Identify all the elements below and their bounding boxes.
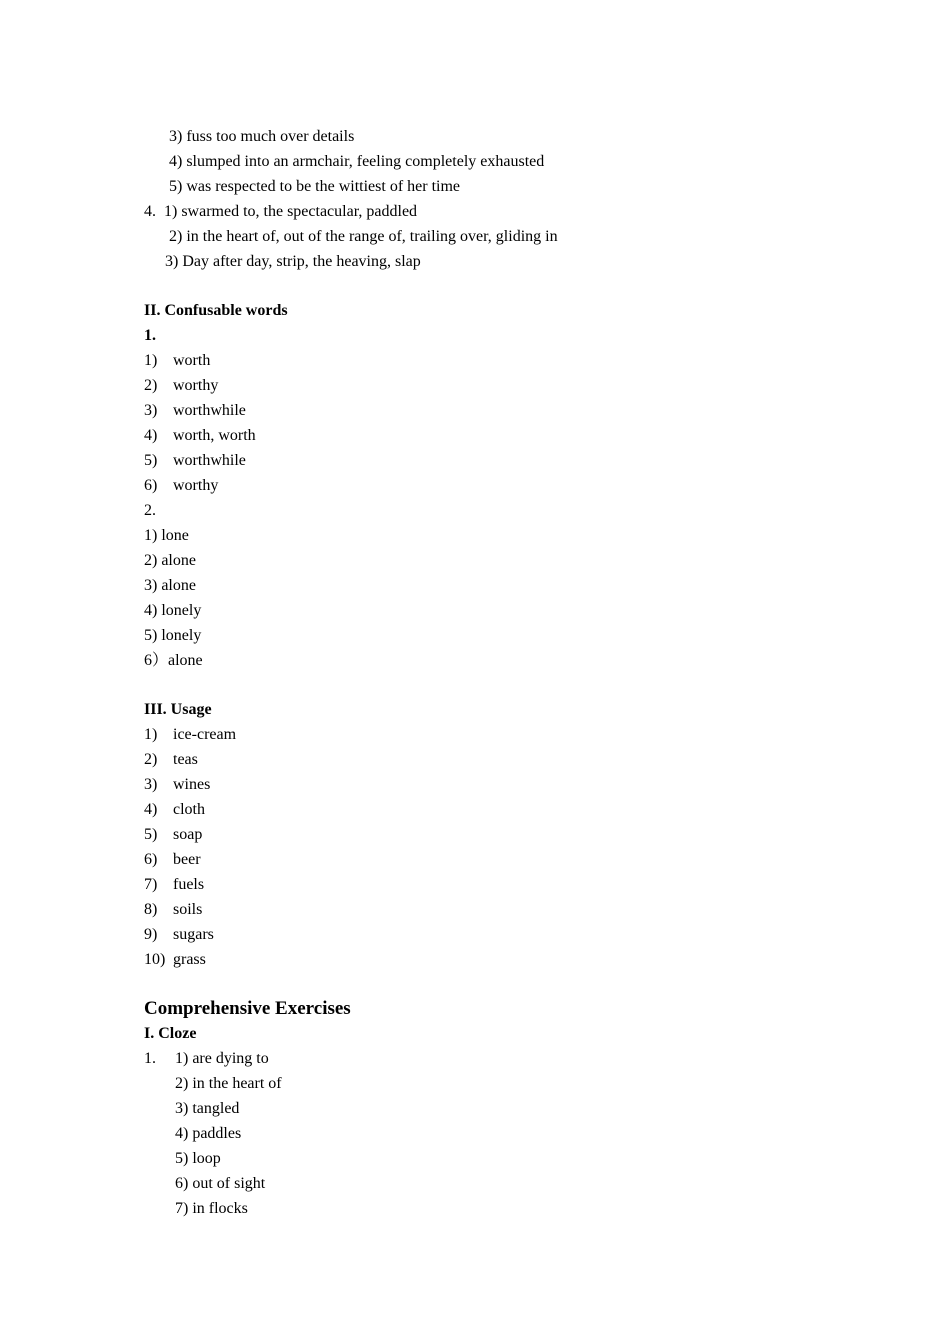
item-text: teas xyxy=(173,751,198,768)
list-item xyxy=(144,398,246,423)
item-number: 8) xyxy=(144,901,158,918)
list-item xyxy=(144,947,206,972)
answer-item-4 xyxy=(144,199,417,224)
list-item xyxy=(144,373,218,398)
list-item xyxy=(144,922,214,947)
group-label: 2. xyxy=(144,502,156,519)
item-text: worthwhile xyxy=(173,402,246,419)
cloze-item xyxy=(144,1046,269,1071)
cloze-item: 2) in the heart of xyxy=(175,1075,282,1092)
item-number: 6) xyxy=(144,851,158,868)
list-item xyxy=(144,772,210,797)
item-number: 6) xyxy=(144,477,158,494)
list-item: 3) alone xyxy=(144,577,196,594)
item-number: 1) xyxy=(144,352,158,369)
item-text: 1) are dying to xyxy=(175,1050,269,1067)
item-number: 1) xyxy=(144,726,158,743)
item-text: worth, worth xyxy=(173,427,256,444)
answer-line: 3) Day after day, strip, the heaving, slap xyxy=(165,253,421,270)
item-number: 4) xyxy=(144,801,158,818)
list-item xyxy=(144,348,210,373)
list-item: 5) lonely xyxy=(144,627,202,644)
cloze-item: 5) loop xyxy=(175,1150,221,1167)
list-item: 2) alone xyxy=(144,552,196,569)
item-text: 1) swarmed to, the spectacular, paddled xyxy=(164,203,418,220)
section-heading: II. Confusable words xyxy=(144,302,288,319)
item-text: ice-cream xyxy=(173,726,237,743)
list-item xyxy=(144,747,198,772)
section-heading: I. Cloze xyxy=(144,1025,197,1042)
item-number: 7) xyxy=(144,876,158,893)
list-item xyxy=(144,722,236,747)
item-text: grass xyxy=(173,951,206,968)
item-number: 10) xyxy=(144,951,166,968)
answer-line: 4) slumped into an armchair, feeling completely exhausted xyxy=(169,153,545,170)
item-text: cloth xyxy=(173,801,205,818)
cloze-item: 4) paddles xyxy=(175,1125,242,1142)
item-number: 3) xyxy=(144,776,158,793)
item-text: fuels xyxy=(173,876,205,893)
page-section-title: Comprehensive Exercises xyxy=(144,998,351,1019)
item-text: worthy xyxy=(173,477,219,494)
item-text: wines xyxy=(173,776,211,793)
item-text: beer xyxy=(173,851,201,868)
item-number: 2) xyxy=(144,751,158,768)
list-item xyxy=(144,847,201,872)
item-number: 5) xyxy=(144,826,158,843)
item-number: 3) xyxy=(144,402,158,419)
item-text: worthy xyxy=(173,377,219,394)
group-label: 1. xyxy=(144,327,156,344)
item-number: 9) xyxy=(144,926,158,943)
list-item xyxy=(144,448,246,473)
list-item: 1) lone xyxy=(144,527,189,544)
item-text: soils xyxy=(173,901,203,918)
list-item xyxy=(144,872,204,897)
cloze-item: 7) in flocks xyxy=(175,1200,248,1217)
item-text: worthwhile xyxy=(173,452,246,469)
list-item xyxy=(144,797,205,822)
item-text: sugars xyxy=(173,926,214,943)
item-text: worth xyxy=(173,352,211,369)
list-item xyxy=(144,473,218,498)
list-item xyxy=(144,822,202,847)
item-text: soap xyxy=(173,826,203,843)
list-item xyxy=(144,423,256,448)
answer-line: 2) in the heart of, out of the range of, trailing over, gliding in xyxy=(169,228,558,245)
item-number: 4. xyxy=(144,203,156,220)
answer-line: 3) fuss too much over details xyxy=(169,128,355,145)
list-item xyxy=(144,897,202,922)
cloze-item: 6) out of sight xyxy=(175,1175,266,1192)
item-number: 2) xyxy=(144,377,158,394)
item-number: 5) xyxy=(144,452,158,469)
list-item: 4) lonely xyxy=(144,602,202,619)
answer-line: 5) was respected to be the wittiest of her time xyxy=(169,178,461,195)
item-number: 1. xyxy=(144,1050,156,1067)
list-item: 6）alone xyxy=(144,652,203,669)
cloze-item: 3) tangled xyxy=(175,1100,240,1117)
item-number: 4) xyxy=(144,427,158,444)
section-heading: III. Usage xyxy=(144,701,212,718)
